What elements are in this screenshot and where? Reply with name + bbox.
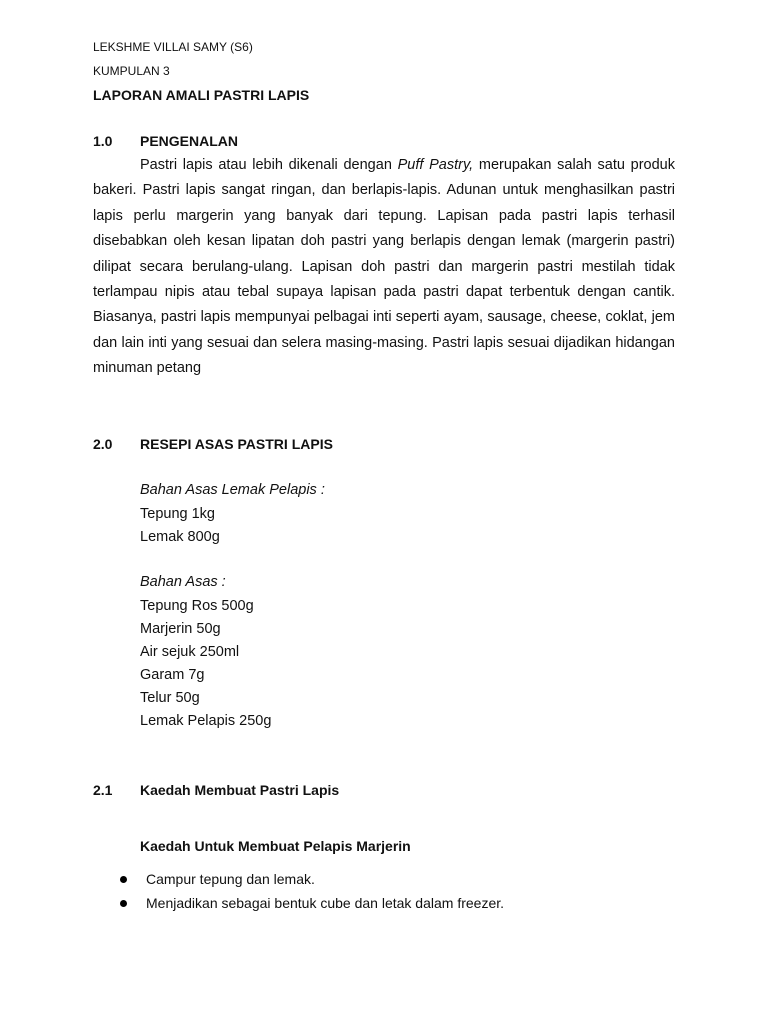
group-line: KUMPULAN 3	[93, 64, 170, 78]
intro-paragraph	[93, 153, 675, 382]
list-item: Telur 50g	[140, 690, 200, 706]
intro-text-start: Pastri lapis atau lebih dikenali dengan	[140, 157, 398, 173]
list-item: Lemak 800g	[140, 529, 220, 545]
lemak-pelapis-heading: Bahan Asas Lemak Pelapis :	[140, 482, 325, 498]
lemak-pelapis-list	[140, 503, 220, 549]
report-title: LAPORAN AMALI PASTRI LAPIS	[93, 87, 310, 103]
bullet-icon	[120, 900, 127, 907]
section-2-title: RESEPI ASAS PASTRI LAPIS	[140, 436, 333, 452]
section-2-number: 2.0	[93, 436, 113, 452]
bullet-icon	[120, 876, 127, 883]
bahan-asas-list	[140, 595, 271, 733]
list-item: Lemak Pelapis 250g	[140, 713, 272, 729]
step-text: Menjadikan sebagai bentuk cube dan letak dalam freezer.	[146, 895, 505, 911]
list-item: Garam 7g	[140, 667, 205, 683]
bahan-asas-heading: Bahan Asas :	[140, 574, 226, 590]
step-text: Campur tepung dan lemak.	[146, 871, 315, 887]
list-item: Air sejuk 250ml	[140, 644, 240, 660]
marjerin-method-heading: Kaedah Untuk Membuat Pelapis Marjerin	[140, 838, 411, 854]
intro-text-rest: merupakan salah satu produk bakeri. Pastri lapis sangat ringan, dan berlapis-lapis. Adunan untuk menghasilkan pastri lapis perlu margerin yang banyak dari tepung. Lapisan pada pastri lapis terhasil disebabkan oleh kesan lipatan doh pastri yang berlapis dengan lemak (margerin pastri) dilipat secara berulang-ulang. Lapisan doh pastri dan margerin pastri mestilah tidak terlampau nipis atau tebal supaya lapisan pada pastri dapat terbentuk dengan cantik. Biasanya, pastri lapis mempunyai pelbagai inti seperti ayam, sausage, cheese, coklat, jem dan lain inti yang sesuai dan selera masing-masing. Pastri lapis sesuai dijadikan hidangan minuman petang	[93, 157, 675, 377]
list-item: Tepung 1kg	[140, 506, 215, 522]
section-21-title: Kaedah Membuat Pastri Lapis	[140, 782, 340, 798]
list-item: Marjerin 50g	[140, 621, 221, 637]
author-line: LEKSHME VILLAI SAMY (S6)	[93, 40, 253, 54]
section-1-title: PENGENALAN	[140, 133, 239, 149]
list-item: Tepung Ros 500g	[140, 598, 254, 614]
intro-italic-term: Puff Pastry,	[397, 157, 474, 173]
section-1-number: 1.0	[93, 133, 113, 149]
section-21-number: 2.1	[93, 782, 113, 798]
